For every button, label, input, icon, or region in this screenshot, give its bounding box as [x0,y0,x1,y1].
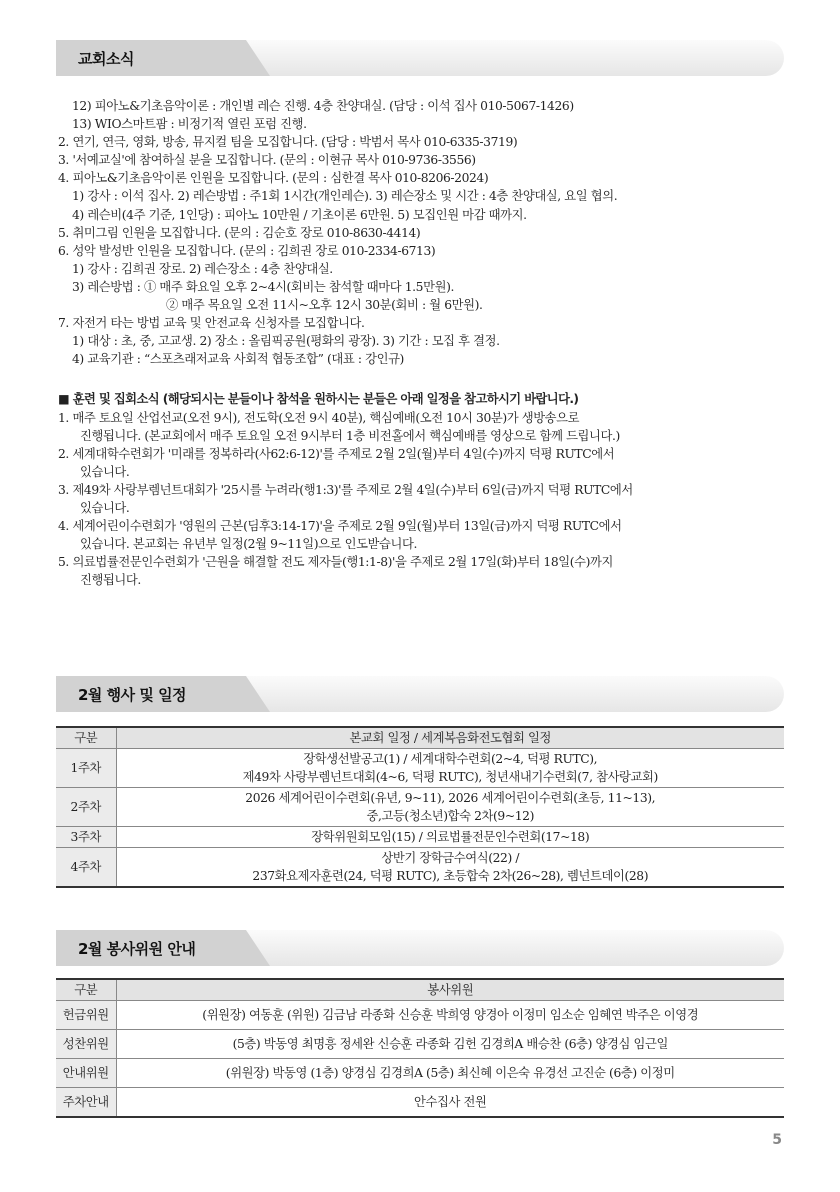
column-header: 구분 [56,727,116,749]
role-label: 헌금위원 [56,1001,116,1030]
news-line: 3) 레슨방법 : ① 매주 화요일 오후 2~4시(회비는 참석할 때마다 1.5만원). [72,279,454,294]
news-line: 1) 강사 : 김희권 장로. 2) 레슨장소 : 4층 찬양대실. [72,261,333,276]
table-row [56,788,784,827]
news-line: 1) 강사 : 이석 집사. 2) 레슨방법 : 주1회 1시간(개인레슨). 3) 레슨장소 및 시간 : 4층 찬양대실, 요일 협의. [72,189,618,204]
training-line: 진행됩니다. [80,573,141,588]
news-line: 1) 대상 : 초, 중, 고교생. 2) 장소 : 올림픽공원(평화의 광장). 3) 기간 : 모집 후 결정. [72,334,500,349]
section-title: 교회소식 [78,50,134,68]
news-line: 5. 취미그림 인원을 모집합니다. (문의 : 김순호 장로 010-8630-4414) [58,225,421,240]
training-line: 2. 세계대학수련회가 '미래를 정복하라(사62:6-12)'를 주제로 2월 2일(월)부터 4일(수)까지 덕평 RUTC에서 [58,446,615,461]
volunteers-table [56,978,784,1118]
table-row [56,1059,784,1088]
event-line: 237화요제자훈련(24, 덕평 RUTC), 초등합숙 2차(26~28), 렘넌트데이(28) [252,869,649,883]
training-line: 1. 매주 토요일 산업선교(오전 9시), 전도학(오전 9시 40분), 핵심예배(오전 10시 30분)가 생방송으로 [58,410,580,425]
section-header-church-news [56,40,784,76]
role-members: 안수집사 전원 [116,1088,784,1117]
role-members: (위원장) 여동훈 (위원) 김금남 라종화 신승훈 박희영 양경아 이정미 임소순 임혜연 박주은 이영경 [116,1001,784,1030]
news-line: 3. '서예교실'에 참여하실 분을 모집합니다. (문의 : 이현규 목사 010-9736-3556) [58,153,476,168]
table-row [56,749,784,788]
section-title: 2월 봉사위원 안내 [78,940,196,958]
week-label: 4주차 [56,848,116,888]
event-line: 2026 세계어린이수련회(유년, 9~11), 2026 세계어린이수련회(초등, 11~13), [245,791,656,805]
event-line: 장학위원회모임(15) / 의료법률전문인수련회(17~18) [311,830,590,844]
role-label: 안내위원 [56,1059,116,1088]
news-line: 4) 레슨비(4주 기준, 1인당) : 피아노 10만원 / 기초이론 6만원. 5) 모집인원 마감 때까지. [72,207,527,222]
column-header: 봉사위원 [116,979,784,1001]
training-line: 3. 제49차 사랑부렘넌트대회가 '25시를 누려라(행1:3)'를 주제로 2월 4일(수)부터 6일(금)까지 덕평 RUTC에서 [58,482,633,497]
event-line: 상반기 장학금수여식(22) / [381,851,520,865]
week-events [116,827,784,848]
training-line: 5. 의료법률전문인수련회가 '근원을 해결할 전도 제자들(행1:1-8)'을 주제로 2월 17일(화)부터 18일(수)까지 [58,555,613,570]
events-table [56,726,784,888]
news-line: 7. 자전거 타는 방법 교육 및 안전교육 신청자를 모집합니다. [58,316,365,331]
news-line: 4. 피아노&기초음악이론 인원을 모집합니다. (문의 : 심한결 목사 010-8206-2024) [58,171,489,186]
week-events [116,749,784,788]
news-line: 13) WIO스마트팜 : 비정기적 열린 포럼 진행. [72,117,307,132]
event-line: 장학생선발공고(1) / 세계대학수련회(2~4, 덕평 RUTC), [303,752,598,766]
training-line: 4. 세계어린이수련회가 '영원의 근본(딤후3:14-17)'을 주제로 2월 9일(월)부터 13일(금)까지 덕평 RUTC에서 [58,519,622,534]
week-label: 1주차 [56,749,116,788]
news-line: ② 매주 목요일 오전 11시~오후 12시 30분(회비 : 월 6만원). [166,298,483,313]
table-header-row [56,727,784,749]
table-row [56,1001,784,1030]
training-line: 있습니다. [80,500,130,515]
table-header-row [56,979,784,1001]
role-members: (5층) 박동영 최명흥 정세완 신승훈 라종화 김헌 김경희A 배승찬 (6층) 양경심 임근일 [116,1030,784,1059]
table-row [56,827,784,848]
news-line: 12) 피아노&기초음악이론 : 개인별 레슨 진행. 4층 찬양대실. (담당 : 이석 집사 010-5067-1426) [72,99,574,113]
news-line: 6. 성악 발성반 인원을 모집합니다. (문의 : 김희권 장로 010-2334-6713) [58,243,436,258]
news-line: 4) 교육기관 : “스포츠래저교육 사회적 협동조합” (대표 : 강인규) [72,352,404,367]
section-title: 2월 행사 및 일정 [78,686,187,704]
role-label: 성찬위원 [56,1030,116,1059]
week-events [116,788,784,827]
section-header-feb-events [56,676,784,712]
week-events [116,848,784,888]
table-row [56,1030,784,1059]
table-row [56,848,784,888]
training-line: 있습니다. [80,464,130,479]
week-label: 3주차 [56,827,116,848]
training-heading: ■ 훈련 및 집회소식 (해당되시는 분들이나 참석을 원하시는 분들은 아래 일정을 참고하시기 바랍니다.) [58,392,579,407]
event-line: 제49차 사랑부렘넌트대회(4~6, 덕평 RUTC), 청년새내기수련회(7, 참사랑교회) [242,770,658,784]
page-number: 5 [772,1132,782,1148]
church-news-body [58,97,798,589]
week-label: 2주차 [56,788,116,827]
training-line: 진행됩니다. (본교회에서 매주 토요일 오전 9시부터 1층 비전홀에서 핵심예배를 영상으로 함께 드립니다.) [80,428,620,443]
role-label: 주차안내 [56,1088,116,1117]
section-header-feb-volunteers [56,930,784,966]
event-line: 중,고등(청소년)합숙 2차(9~12) [366,809,534,823]
training-line: 있습니다. 본교회는 유년부 일정(2월 9~11일)으로 인도받습니다. [80,537,417,552]
news-line: 2. 연기, 연극, 영화, 방송, 뮤지컬 팀을 모집합니다. (담당 : 박범서 목사 010-6335-3719) [58,135,518,150]
column-header: 본교회 일정 / 세계복음화전도협회 일정 [116,727,784,749]
role-members: (위원장) 박동영 (1층) 양경심 김경희A (5층) 최신혜 이은숙 유경선 고진순 (6층) 이정미 [116,1059,784,1088]
table-row [56,1088,784,1117]
column-header: 구분 [56,979,116,1001]
